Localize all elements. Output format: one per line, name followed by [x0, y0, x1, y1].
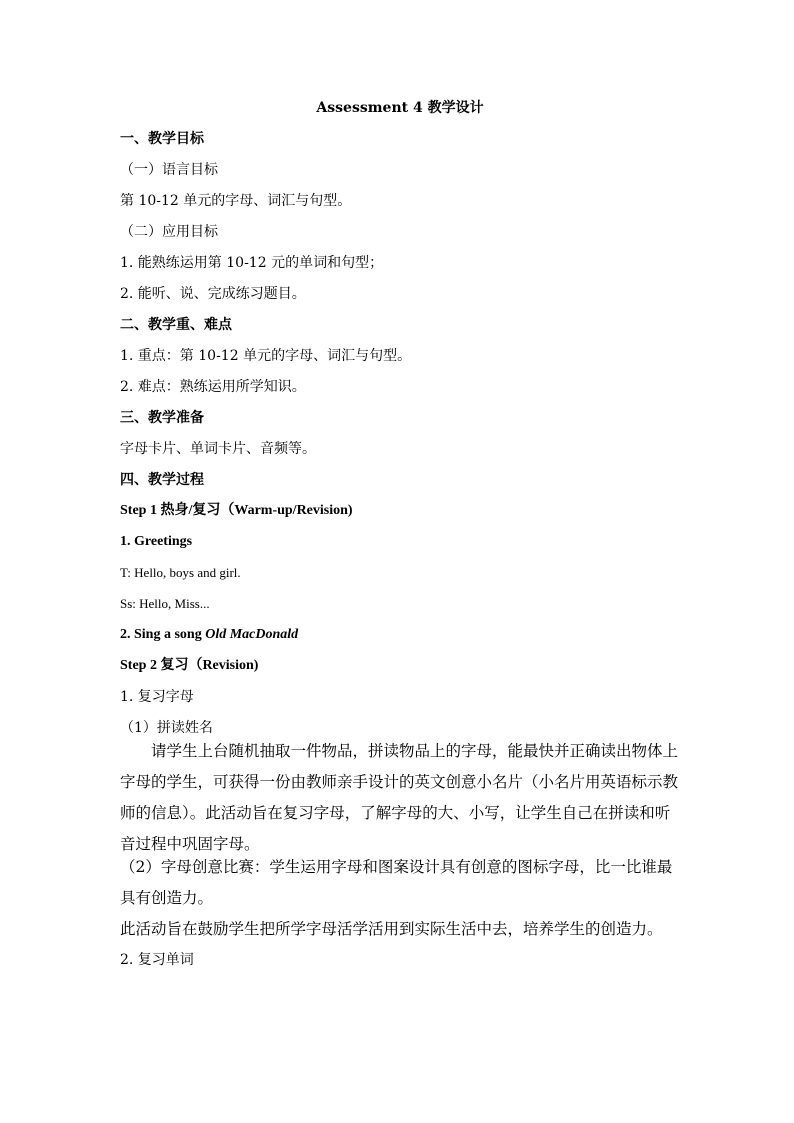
preparation-text: 字母卡片、单词卡片、音频等。	[120, 441, 316, 457]
sing-song-prefix: 2. Sing a song	[120, 627, 206, 642]
section-heading-preparation: 三、教学准备	[120, 410, 204, 426]
step-2-heading: Step 2 复习（Revision)	[120, 658, 259, 673]
teacher-dialogue-line: T: Hello, boys and girl.	[120, 565, 241, 580]
application-goal-item-1: 1. 能熟练运用第 10-12 元的单词和句型；	[120, 255, 384, 271]
section-heading-process: 四、教学过程	[120, 472, 204, 488]
song-title: Old MacDonald	[205, 627, 299, 642]
language-goals-text: 第 10-12 单元的字母、词汇与句型。	[120, 193, 352, 209]
subheading-application-goals: （二）应用目标	[120, 224, 218, 240]
review-letters-heading: 1. 复习字母	[120, 689, 194, 705]
document-page	[120, 100, 680, 976]
sing-song-heading	[120, 627, 680, 643]
activity-purpose-paragraph: 此活动旨在鼓励学生把所学字母活学活用到实际生活中去，培养学生的创造力。	[120, 920, 663, 938]
greetings-heading: 1. Greetings	[120, 534, 193, 549]
students-dialogue-line: Ss: Hello, Miss...	[120, 596, 210, 611]
step-1-heading: Step 1 热身/复习（Warm-up/Revision)	[120, 503, 353, 518]
key-point-item-1: 1. 重点：第 10-12 单元的字母、词汇与句型。	[120, 348, 412, 364]
application-goal-item-2: 2. 能听、说、完成练习题目。	[120, 286, 306, 302]
spell-names-heading: （1）拼读姓名	[120, 720, 213, 736]
activity-description-paragraph: 请学生上台随机抽取一件物品，拼读物品上的字母，能最快并正确读出物体上字母的学生，可获得一份由教师亲手设计的英文创意小名片（小名片用英语标示教师的信息）。此活动旨在复习字母，了解字母的大、小写，让学生自己在拼读和听音过程中巩固字母。	[120, 742, 679, 853]
review-words-heading: 2. 复习单词	[120, 952, 194, 968]
subheading-language-goals: （一）语言目标	[120, 162, 218, 178]
key-point-item-2: 2. 难点：熟练运用所学知识。	[120, 379, 306, 395]
section-heading-objectives: 一、教学目标	[120, 131, 204, 147]
section-heading-key-points: 二、教学重、难点	[120, 317, 232, 333]
letter-creativity-contest-paragraph: （2）字母创意比赛：学生运用字母和图案设计具有创意的图标字母，比一比谁最具有创造力。	[120, 858, 673, 907]
document-title: Assessment 4 教学设计	[316, 100, 484, 116]
